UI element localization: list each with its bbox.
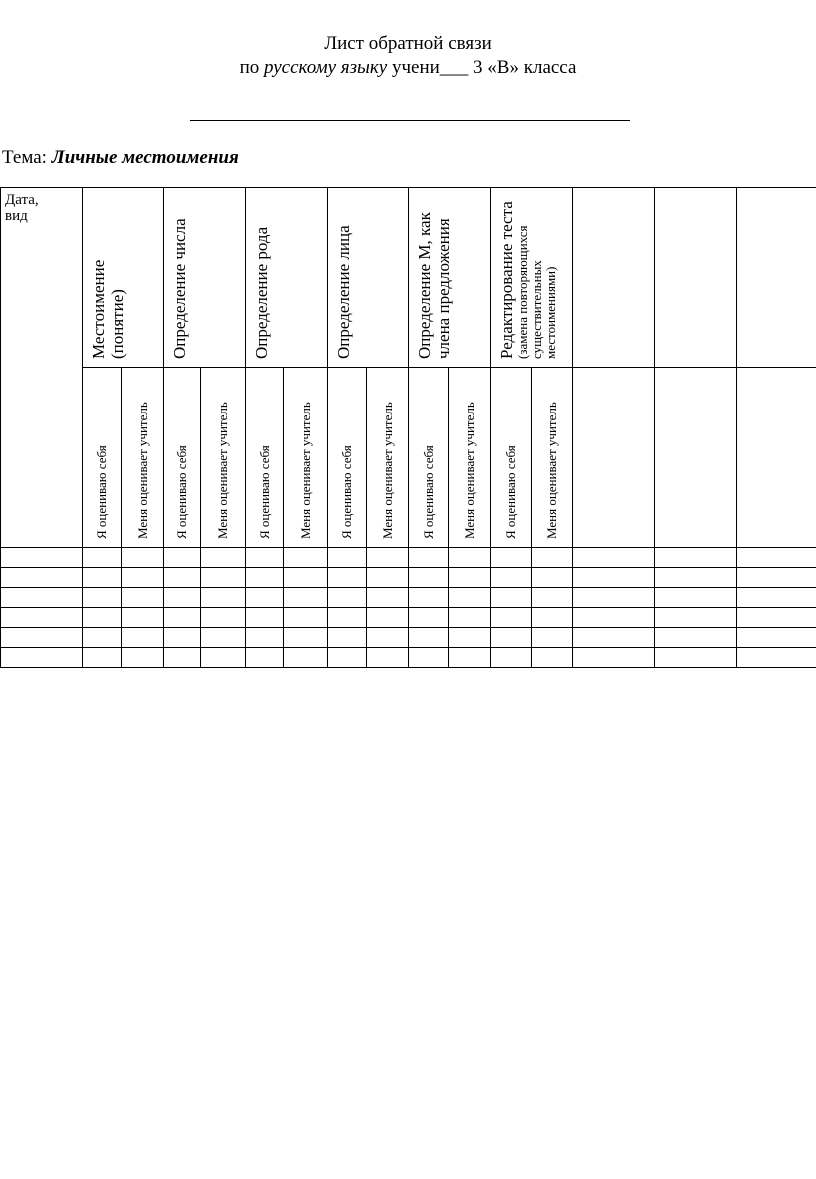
table-cell[interactable] (1, 608, 83, 628)
table-cell[interactable] (164, 548, 201, 568)
table-cell[interactable] (573, 628, 655, 648)
table-cell[interactable] (122, 548, 164, 568)
table-cell[interactable] (1, 588, 83, 608)
table-cell[interactable] (246, 628, 284, 648)
sub-self-6: Я оцениваю себя (503, 445, 518, 539)
sub-self-3: Я оцениваю себя (256, 445, 272, 539)
table-cell[interactable] (532, 548, 573, 568)
table-cell[interactable] (409, 608, 449, 628)
sub-teacher-6: Меня оценивает учитель (544, 402, 559, 539)
table-cell[interactable] (122, 568, 164, 588)
table-cell[interactable] (532, 628, 573, 648)
table-cell[interactable] (491, 648, 532, 668)
table-cell[interactable] (284, 548, 328, 568)
table-cell[interactable] (449, 628, 491, 648)
table-cell[interactable] (328, 588, 367, 608)
column-header-number (164, 188, 246, 368)
sub-teacher-3: Меня оценивает учитель (297, 402, 313, 539)
table-cell[interactable] (409, 628, 449, 648)
subtitle-prefix: по (239, 57, 264, 78)
name-line[interactable] (190, 120, 630, 121)
col-header-6-line1: Редактирование теста (497, 201, 516, 359)
table-row (1, 588, 816, 608)
table-cell[interactable] (246, 608, 284, 628)
table-cell[interactable] (737, 568, 816, 588)
table-cell[interactable] (122, 628, 164, 648)
table-cell[interactable] (491, 588, 532, 608)
document-title: Лист обратной связи (324, 33, 492, 54)
sub-self-1: Я оцениваю себя (94, 445, 109, 539)
table-cell[interactable] (164, 608, 201, 628)
table-cell[interactable] (409, 568, 449, 588)
header-row (1, 188, 816, 368)
column-header-sentence-member (409, 188, 491, 368)
col-header-3-line1: Определение рода (252, 226, 271, 359)
table-cell[interactable] (164, 628, 201, 648)
table-cell[interactable] (737, 588, 816, 608)
table-cell[interactable] (573, 548, 655, 568)
table-cell[interactable] (737, 628, 816, 648)
column-header-editing (491, 188, 573, 368)
table-row (1, 608, 816, 628)
table-cell[interactable] (328, 608, 367, 628)
table-cell[interactable] (83, 628, 122, 648)
table-cell[interactable] (655, 588, 737, 608)
date-header (1, 188, 83, 548)
col-header-5-line2: члена предложения (434, 218, 453, 359)
table-cell[interactable] (367, 628, 409, 648)
table-cell[interactable] (491, 548, 532, 568)
table-cell[interactable] (409, 648, 449, 668)
table-cell[interactable] (1, 628, 83, 648)
table-cell[interactable] (491, 608, 532, 628)
sub-self-5: Я оцениваю себя (420, 445, 436, 539)
table-cell[interactable] (737, 608, 816, 628)
sub-teacher-5: Меня оценивает учитель (461, 402, 477, 539)
table-cell[interactable] (246, 548, 284, 568)
table-cell[interactable] (367, 568, 409, 588)
subheader-row (1, 368, 816, 548)
column-header-pronoun (83, 188, 164, 368)
table-cell[interactable] (201, 568, 246, 588)
table-cell[interactable] (284, 588, 328, 608)
table-row (1, 548, 816, 568)
table-cell[interactable] (328, 568, 367, 588)
table-cell[interactable] (246, 568, 284, 588)
table-cell[interactable] (122, 588, 164, 608)
table-cell[interactable] (532, 608, 573, 628)
table-cell[interactable] (201, 608, 246, 628)
table-cell[interactable] (491, 568, 532, 588)
table-cell[interactable] (655, 608, 737, 628)
table-cell[interactable] (367, 588, 409, 608)
extra-header-2 (655, 188, 737, 368)
table-cell[interactable] (737, 548, 816, 568)
column-header-gender (246, 188, 328, 368)
table-cell[interactable] (284, 648, 328, 668)
table-cell[interactable] (367, 648, 409, 668)
table-cell[interactable] (449, 548, 491, 568)
table-row (1, 628, 816, 648)
extra-sub-3 (737, 368, 816, 548)
table-cell[interactable] (83, 548, 122, 568)
table-row (1, 648, 816, 668)
table-cell[interactable] (409, 548, 449, 568)
subtitle-suffix: учени___ 3 «В» класса (387, 57, 577, 78)
table-cell[interactable] (328, 648, 367, 668)
col-header-4-line1: Определение лица (334, 225, 353, 359)
table-cell[interactable] (164, 648, 201, 668)
table-cell[interactable] (573, 568, 655, 588)
col-header-6-line3: существительных (529, 260, 544, 359)
topic-label: Тема: (2, 147, 52, 168)
table-cell[interactable] (122, 648, 164, 668)
table-cell[interactable] (284, 568, 328, 588)
table-cell[interactable] (655, 568, 737, 588)
table-cell[interactable] (328, 628, 367, 648)
sub-self-2: Я оцениваю себя (174, 445, 189, 539)
table-cell[interactable] (246, 588, 284, 608)
col-header-1-line1: Местоимение (89, 259, 108, 359)
table-cell[interactable] (449, 608, 491, 628)
table-cell[interactable] (655, 628, 737, 648)
col-header-2-line1: Определение числа (170, 218, 189, 359)
table-cell[interactable] (164, 588, 201, 608)
table-cell[interactable] (201, 628, 246, 648)
table-cell[interactable] (655, 648, 737, 668)
table-row (1, 568, 816, 588)
col-header-6-line2: (замена повторяющихся (515, 225, 530, 359)
table-cell[interactable] (1, 548, 83, 568)
table-cell[interactable] (573, 648, 655, 668)
sub-teacher-1: Меня оценивает учитель (134, 402, 150, 539)
table-cell[interactable] (532, 568, 573, 588)
col-header-1-line2: (понятие) (108, 289, 127, 359)
table-cell[interactable] (164, 568, 201, 588)
table-cell[interactable] (532, 648, 573, 668)
table-cell[interactable] (573, 608, 655, 628)
extra-header-1 (573, 188, 655, 368)
subject-name: русскому языку (264, 57, 388, 78)
table-cell[interactable] (449, 588, 491, 608)
extra-sub-2 (655, 368, 737, 548)
table-cell[interactable] (449, 568, 491, 588)
table-cell[interactable] (573, 588, 655, 608)
table-cell[interactable] (491, 628, 532, 648)
date-header-line2: вид (5, 208, 28, 224)
topic-value: Личные местоимения (51, 147, 239, 168)
table-cell[interactable] (1, 648, 83, 668)
table-cell[interactable] (284, 608, 328, 628)
table-cell[interactable] (449, 648, 491, 668)
sub-teacher-2: Меня оценивает учитель (215, 402, 230, 539)
table-cell[interactable] (737, 648, 816, 668)
table-cell[interactable] (409, 588, 449, 608)
table-cell[interactable] (367, 548, 409, 568)
feedback-table (0, 187, 816, 668)
table-cell[interactable] (201, 548, 246, 568)
extra-header-3 (737, 188, 816, 368)
table-cell[interactable] (284, 628, 328, 648)
table-cell[interactable] (83, 588, 122, 608)
sub-teacher-4: Меня оценивает учитель (379, 402, 395, 539)
table-cell[interactable] (367, 608, 409, 628)
table-cell[interactable] (201, 588, 246, 608)
extra-sub-1 (573, 368, 655, 548)
sub-self-4: Я оцениваю себя (339, 445, 354, 539)
table-cell[interactable] (83, 648, 122, 668)
document-subtitle (0, 57, 816, 79)
table-cell[interactable] (201, 648, 246, 668)
table-cell[interactable] (83, 608, 122, 628)
table-cell[interactable] (328, 548, 367, 568)
table-cell[interactable] (83, 568, 122, 588)
table-cell[interactable] (1, 568, 83, 588)
col-header-5-line1: Определение М, как (415, 212, 434, 359)
topic (2, 147, 239, 169)
table-cell[interactable] (246, 648, 284, 668)
table-cell[interactable] (655, 548, 737, 568)
date-header-line1: Дата, (5, 192, 39, 208)
col-header-6-line4: местоимениями) (543, 266, 558, 359)
column-header-person (328, 188, 409, 368)
table-cell[interactable] (532, 588, 573, 608)
table-cell[interactable] (122, 608, 164, 628)
